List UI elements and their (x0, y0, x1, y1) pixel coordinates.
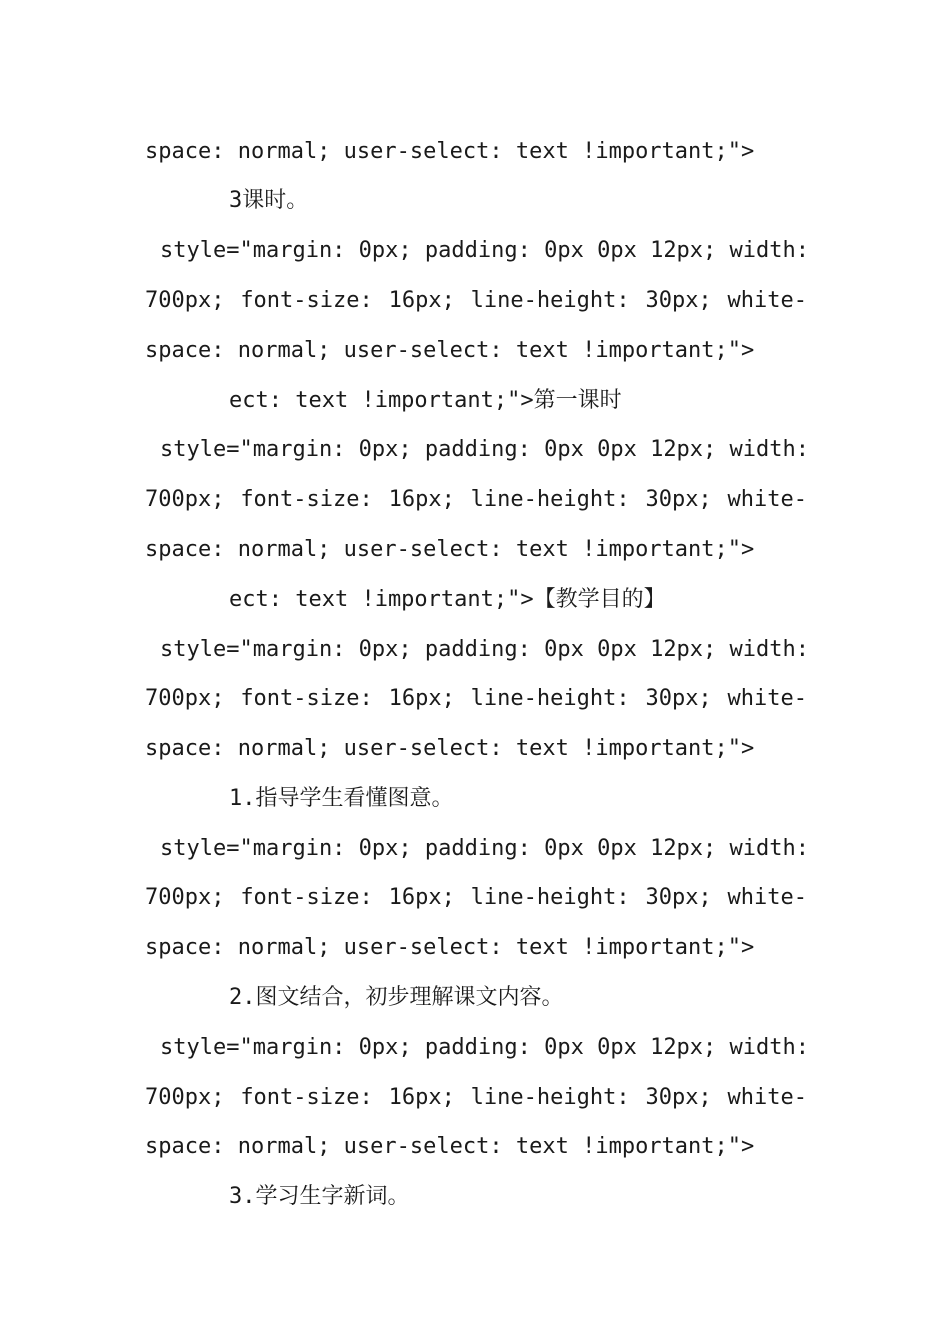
text-line: 700px; font-size: 16px; line-height: 30px; white- (145, 686, 807, 711)
text-line: style="margin: 0px; padding: 0px 0px 12px; width: (160, 1035, 810, 1060)
text-line: ect: text !important;">【教学目的】 (229, 587, 666, 612)
text-line: space: normal; user-select: text !important;"> (145, 935, 755, 960)
text-line: 700px; font-size: 16px; line-height: 30px; white- (145, 1085, 807, 1110)
text-line: space: normal; user-select: text !important;"> (145, 338, 755, 363)
text-line: 1.指导学生看懂图意。 (229, 786, 454, 811)
text-line: style="margin: 0px; padding: 0px 0px 12px; width: (160, 238, 810, 263)
text-line: style="margin: 0px; padding: 0px 0px 12px; width: (160, 637, 810, 662)
text-line: 3.学习生字新词。 (229, 1184, 410, 1209)
text-line: space: normal; user-select: text !important;"> (145, 1134, 755, 1159)
text-line: space: normal; user-select: text !important;"> (145, 736, 755, 761)
text-line: style="margin: 0px; padding: 0px 0px 12px; width: (160, 437, 810, 462)
text-line: style="margin: 0px; padding: 0px 0px 12px; width: (160, 836, 810, 861)
text-line: 700px; font-size: 16px; line-height: 30px; white- (145, 885, 807, 910)
text-line: 3课时。 (229, 188, 309, 213)
text-line: space: normal; user-select: text !important;"> (145, 537, 755, 562)
text-line: ect: text !important;">第一课时 (229, 388, 622, 413)
text-line: space: normal; user-select: text !important;"> (145, 139, 755, 164)
text-line: 700px; font-size: 16px; line-height: 30px; white- (145, 487, 807, 512)
text-line: 2.图文结合，初步理解课文内容。 (229, 985, 564, 1010)
text-line: 700px; font-size: 16px; line-height: 30px; white- (145, 288, 807, 313)
